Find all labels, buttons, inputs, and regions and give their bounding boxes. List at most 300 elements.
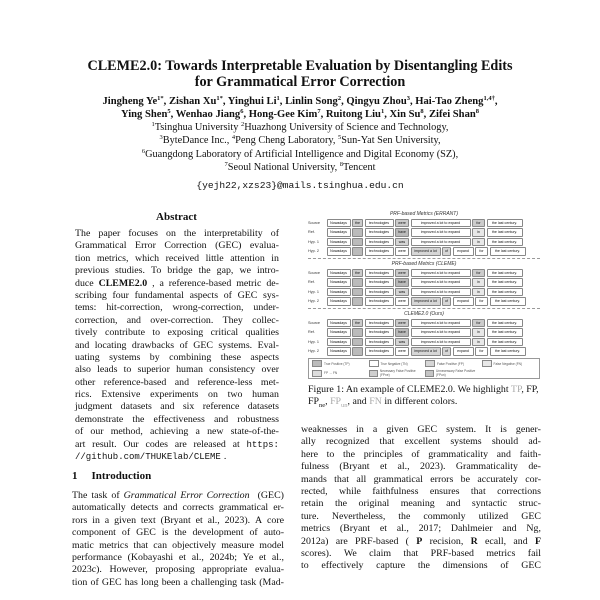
word: meaning	[400, 498, 435, 510]
word: and	[160, 401, 175, 413]
token-cell: improved a lot to expand	[411, 328, 471, 337]
token-cell: the last century.	[487, 338, 523, 347]
word: long	[141, 576, 159, 588]
word: be	[460, 473, 470, 485]
token-cell: technologies	[365, 347, 394, 356]
row-label: Hyp. 1	[308, 239, 319, 244]
section-heading-introduction	[72, 470, 151, 482]
word: scores).	[301, 547, 332, 559]
text-line	[301, 536, 541, 548]
row-label: Source	[308, 270, 321, 275]
affiliation-name: Seoul National University,	[227, 162, 340, 174]
figure-row	[308, 337, 540, 347]
affiliation-number: 3	[159, 134, 163, 142]
word: and	[174, 376, 190, 388]
word: //github.com/THUKElab/CLEME	[75, 452, 221, 463]
word: Ng,	[526, 523, 541, 535]
author-name: Xin Su	[389, 109, 421, 120]
token-cell: were	[395, 319, 409, 328]
text-line	[75, 290, 279, 302]
word: performance	[72, 551, 122, 563]
row-label: Ref.	[308, 230, 315, 235]
author-line: Jingheng $Ye^{1*}$, Zishan $Xu^{1*}$, Yinghui Li$^1$, Linlin Song$^2$, Qingyu Zhou$^3$, Hai-Tao Zheng$^{1,4\dagger}$,	[102, 95, 498, 107]
word: (	[405, 535, 409, 547]
figure-row	[308, 318, 540, 328]
title-line: CLEME2.0: Towards Interpretable Evaluation by Disentangling Edits	[87, 58, 513, 74]
word: task	[91, 490, 108, 501]
word: the	[334, 498, 348, 510]
word: (Bryant	[339, 461, 370, 473]
token-cell: the last century.	[490, 247, 526, 256]
word: faithfulness	[372, 485, 419, 497]
figure-row	[308, 297, 540, 307]
author-affiliation-mark: 1*	[157, 95, 164, 102]
affiliation-number: 8	[339, 161, 344, 169]
token-cell: the	[352, 319, 363, 328]
author-name: Ying Shen	[120, 109, 168, 120]
token-cell: was	[395, 238, 409, 247]
token-cell: technologies	[365, 269, 394, 278]
word: focuses	[128, 228, 158, 239]
word: state-of-the-	[230, 426, 279, 438]
token-cell: the last century.	[490, 347, 526, 356]
word: and	[496, 448, 511, 460]
word: excellent	[404, 436, 441, 448]
word: objectively	[172, 539, 217, 551]
token-cell: improved a lot	[411, 297, 441, 306]
word: (GEC)	[215, 240, 242, 252]
caption-text: TP	[510, 384, 522, 395]
legend-swatch	[425, 370, 434, 377]
word: effectively	[321, 560, 364, 572]
word: and	[75, 339, 90, 351]
token-cell: Nowadays	[327, 338, 351, 347]
affiliation-name: ByteDance Inc.,	[162, 135, 232, 147]
word: 2017;	[418, 523, 442, 535]
word: scribing	[75, 289, 107, 301]
word: errors	[430, 473, 454, 485]
word: is	[500, 424, 507, 435]
text-line	[75, 401, 279, 413]
caption-text: , FP, FP	[308, 384, 539, 408]
legend-swatch	[425, 360, 435, 367]
word: judgment	[75, 401, 113, 413]
affiliation-name: Peng Cheng Laboratory,	[235, 135, 339, 147]
token-cell: were	[395, 269, 409, 278]
word: while	[339, 485, 361, 497]
word: auto-	[263, 527, 284, 539]
author-affiliation-mark: 5	[167, 108, 171, 115]
figure-row	[308, 278, 540, 288]
token-cell	[352, 288, 363, 297]
word: is	[161, 527, 169, 539]
token-cell	[352, 338, 363, 347]
text-line	[301, 560, 541, 572]
word: a	[159, 277, 164, 289]
affiliation-number: 6	[141, 147, 146, 155]
author-affiliation-mark: 7	[317, 108, 321, 115]
word: systems	[450, 436, 482, 448]
token-cell: technologies	[365, 278, 394, 287]
figure-row	[308, 218, 540, 228]
author-name: Wenhao Jiang	[175, 109, 241, 120]
token-cell	[352, 247, 363, 256]
word: evalua-	[249, 240, 279, 252]
word: 2023c).	[72, 564, 102, 576]
token-cell: improved a lot to expand	[411, 288, 471, 297]
word: art	[75, 438, 86, 450]
word: in	[271, 252, 279, 264]
word: et	[379, 523, 387, 535]
word: commonly	[423, 510, 466, 522]
word: that	[133, 539, 149, 551]
token-cell: technologies	[365, 288, 394, 297]
text-line	[75, 327, 279, 339]
token-cell: for	[475, 247, 488, 256]
word: qualities	[245, 327, 279, 339]
text-line	[72, 490, 284, 502]
caption-text: , and	[347, 396, 370, 408]
legend-item	[425, 369, 480, 377]
affiliation-number: 1	[151, 121, 155, 128]
word: fulness	[301, 461, 329, 473]
word: .	[223, 451, 227, 463]
figure-row	[308, 287, 540, 297]
word: are	[335, 535, 348, 547]
word: fail	[527, 547, 541, 559]
word: the	[198, 265, 211, 277]
word: component	[72, 527, 116, 539]
token-cell: for	[475, 297, 488, 306]
token-cell: have	[395, 228, 409, 237]
word: syntactic	[471, 498, 508, 510]
word: wrong-correction,	[172, 302, 244, 314]
word: experiments	[150, 389, 199, 401]
text-line	[301, 486, 541, 498]
legend-swatch	[482, 360, 492, 367]
legend-label: Necessary False Positive (FPne)	[379, 369, 416, 377]
word: Eval-	[257, 339, 279, 351]
word: six	[182, 401, 195, 413]
token-cell: the last century.	[487, 288, 523, 297]
word: to	[152, 327, 161, 339]
legend-label: True Positive (TP)	[324, 361, 350, 366]
affiliation-number: 4	[231, 134, 236, 142]
word: Error	[135, 240, 156, 252]
word: a	[372, 424, 378, 435]
word: metric	[236, 277, 262, 289]
word: P	[416, 535, 423, 547]
word: faith-	[519, 448, 541, 460]
word: contribute	[104, 327, 145, 339]
text-line	[72, 527, 284, 539]
figure-row	[308, 228, 540, 238]
text-line	[72, 515, 284, 527]
token-cell: improved a lot to expand	[411, 238, 471, 247]
word: by	[149, 351, 160, 363]
text-line	[301, 548, 541, 560]
word: We	[343, 547, 357, 559]
word: tion	[72, 576, 88, 588]
figure-row	[308, 328, 540, 338]
word: that	[334, 473, 349, 485]
word: utilized	[478, 510, 509, 522]
text-line	[75, 265, 279, 277]
text-line	[301, 461, 541, 473]
figure-caption	[308, 384, 540, 413]
text-line	[301, 449, 541, 461]
word: demonstrate	[75, 413, 124, 425]
word: the	[174, 527, 187, 539]
legend-item	[425, 360, 480, 367]
word: challenging	[191, 576, 238, 588]
panel-separator	[308, 308, 540, 309]
word: robustness	[237, 413, 279, 425]
word: are	[174, 438, 187, 450]
word: of	[121, 527, 131, 539]
word: effectiveness	[153, 413, 205, 425]
word: released	[193, 438, 226, 450]
word: studies.	[115, 265, 145, 277]
text-line	[75, 340, 279, 352]
word: PRF-based	[430, 547, 474, 559]
text-line	[75, 228, 279, 240]
word: and	[502, 523, 517, 535]
panel-title: PRF-based Metrics (ERRANT)	[389, 211, 459, 217]
word: tems:	[75, 302, 97, 314]
token-cell: for	[472, 269, 485, 278]
token-cell: expand	[453, 247, 474, 256]
word: 2023).	[224, 514, 251, 526]
word: (Kobayashi	[127, 551, 174, 563]
word: GEC	[101, 576, 122, 588]
word: under-	[253, 302, 279, 314]
word: ad-	[528, 436, 541, 448]
author-name: Hai-Tao Zheng	[415, 96, 484, 107]
word: (GEC)	[257, 490, 284, 501]
word: duce	[75, 277, 94, 289]
token-cell: technologies	[365, 247, 394, 256]
abstract-heading: Abstract	[156, 211, 197, 223]
word: and	[513, 535, 528, 547]
word: in	[92, 514, 100, 526]
token-cell: the last century.	[487, 219, 523, 228]
token-cell: the	[352, 219, 363, 228]
text-line	[75, 278, 279, 290]
text-line	[301, 474, 541, 486]
word: measure	[221, 539, 255, 551]
word: capture	[376, 560, 406, 572]
affiliations	[40, 121, 560, 175]
word: system.	[446, 424, 477, 435]
section-number: 1	[72, 470, 78, 482]
word: https:	[246, 439, 279, 450]
token-cell: technologies	[365, 219, 394, 228]
word: received	[165, 252, 200, 264]
text-line	[75, 414, 279, 426]
row-label: Source	[308, 220, 321, 225]
word: of	[179, 339, 188, 351]
token-cell: Nowadays	[327, 328, 351, 337]
token-cell: technologies	[365, 328, 394, 337]
word: hit-correction,	[106, 302, 163, 314]
row-label: Hyp. 2	[308, 249, 319, 254]
word: and	[163, 502, 178, 514]
word: also	[75, 364, 91, 376]
word: claim	[369, 547, 392, 559]
word: automatically	[72, 502, 126, 514]
word: GEC	[521, 560, 541, 572]
caption-text: Figure 1: An example of CLEME2.0. We highlight	[308, 384, 511, 395]
word: (Bryant	[160, 514, 191, 526]
figure-row	[308, 237, 540, 247]
figure-1	[308, 211, 540, 377]
section-title: Introduction	[91, 470, 152, 482]
token-cell: improved a lot	[411, 347, 441, 356]
affiliation-line	[40, 148, 560, 161]
token-cell: improved a lot to expand	[411, 278, 471, 287]
affiliation-line	[40, 121, 560, 134]
word: evalua-	[254, 564, 284, 576]
word: to	[301, 560, 309, 572]
word: datasets	[247, 401, 279, 413]
text-line	[301, 498, 541, 510]
text-line	[72, 564, 284, 576]
word: al.,	[191, 551, 204, 563]
token-cell: improved a lot to expand	[411, 338, 471, 347]
token-cell: Nowadays	[327, 319, 351, 328]
word: corrections	[497, 485, 541, 497]
text-line	[301, 523, 541, 535]
word: aspects	[250, 351, 279, 363]
text-line	[75, 439, 279, 451]
affiliation-name: Guangdong Laboratory of Artificial Intelligence and Digital Economy (SZ),	[145, 148, 459, 160]
word: correction,	[75, 314, 118, 326]
caption-text: ,	[325, 396, 331, 408]
word: human	[176, 364, 203, 376]
token-cell: were	[395, 347, 409, 356]
legend-swatch	[312, 360, 322, 367]
token-cell: was	[395, 338, 409, 347]
token-cell: for	[472, 219, 485, 228]
word: Grammatical	[75, 240, 127, 252]
token-cell: the last century.	[487, 328, 523, 337]
token-cell	[352, 347, 363, 356]
word: systems.	[218, 339, 253, 351]
text-line	[75, 389, 279, 401]
text-line	[75, 253, 279, 265]
word: 2023).	[420, 461, 446, 473]
text-line	[301, 436, 541, 448]
row-label: Source	[308, 320, 321, 325]
token-cell: expand	[453, 297, 474, 306]
word: recision,	[429, 535, 464, 547]
right-column-body	[301, 424, 541, 573]
figure-row	[308, 247, 540, 257]
word: metrics,	[96, 252, 129, 264]
word: result.	[92, 438, 117, 450]
legend-swatch	[369, 360, 379, 367]
text-line	[72, 552, 284, 564]
word: al.,	[397, 461, 410, 473]
word: principles	[363, 448, 403, 460]
word: these	[220, 351, 242, 363]
token-cell: was	[395, 288, 409, 297]
word: and	[446, 498, 461, 510]
word: sys-	[263, 289, 279, 301]
affiliation-number: 7	[224, 161, 228, 169]
token-cell: improved a lot to expand	[411, 269, 471, 278]
text-line	[75, 426, 279, 438]
figure-legend	[308, 358, 540, 379]
affiliation-name: Tsinghua University	[154, 122, 241, 133]
legend-item	[482, 360, 537, 367]
word: combining	[169, 351, 212, 363]
text-line	[72, 540, 284, 552]
legend-swatch	[312, 370, 322, 377]
author-name: Zishan Xu	[168, 96, 217, 107]
word: can	[153, 539, 168, 551]
token-cell: technologies	[365, 238, 394, 247]
caption-subscript: ne	[318, 402, 326, 410]
word: that	[470, 485, 486, 497]
word: (Bryant	[339, 523, 371, 535]
word: aspects	[189, 289, 219, 301]
word: been	[161, 576, 181, 588]
word: of	[500, 560, 509, 572]
caption-text: FN	[369, 396, 382, 408]
legend-item	[369, 369, 424, 377]
word: reference-based	[168, 277, 232, 289]
word: They	[222, 314, 243, 326]
word: corrects	[182, 502, 214, 514]
text-line	[301, 424, 541, 436]
word: weaknesses	[301, 424, 348, 435]
word: reference-based	[103, 376, 167, 388]
token-cell: have	[395, 278, 409, 287]
word: Extensive	[101, 389, 141, 401]
word: gap,	[216, 265, 234, 277]
word: that	[379, 436, 395, 448]
author-affiliation-mark: 1	[276, 95, 280, 102]
token-cell: the last century.	[487, 228, 523, 237]
word: Grammatical	[123, 490, 177, 501]
text-line	[75, 364, 279, 376]
word: metrics	[486, 547, 516, 559]
word: other	[75, 376, 96, 388]
word: GEC	[417, 424, 438, 435]
token-cell: the last century.	[487, 269, 523, 278]
word: of	[75, 426, 84, 438]
word: and	[126, 314, 141, 326]
row-label: Hyp. 1	[308, 339, 319, 344]
token-cell: Nowadays	[327, 297, 351, 306]
word: metrics	[99, 539, 129, 551]
word: achieving	[149, 426, 189, 438]
word: over-correction.	[150, 314, 214, 326]
panel-title: PRF-based Metrics (CLEME)	[391, 261, 457, 267]
word: GEC	[136, 527, 156, 539]
word: and	[213, 413, 229, 425]
token-cell: in	[472, 328, 485, 337]
word: fundamental	[134, 289, 184, 301]
word: text	[140, 514, 156, 526]
legend-label: Unnecessary False Positive (FPun)	[435, 369, 476, 377]
word: all	[356, 473, 367, 485]
author-affiliation-mark: 1	[380, 108, 385, 115]
text-line	[72, 577, 284, 589]
word: retain	[301, 498, 324, 510]
